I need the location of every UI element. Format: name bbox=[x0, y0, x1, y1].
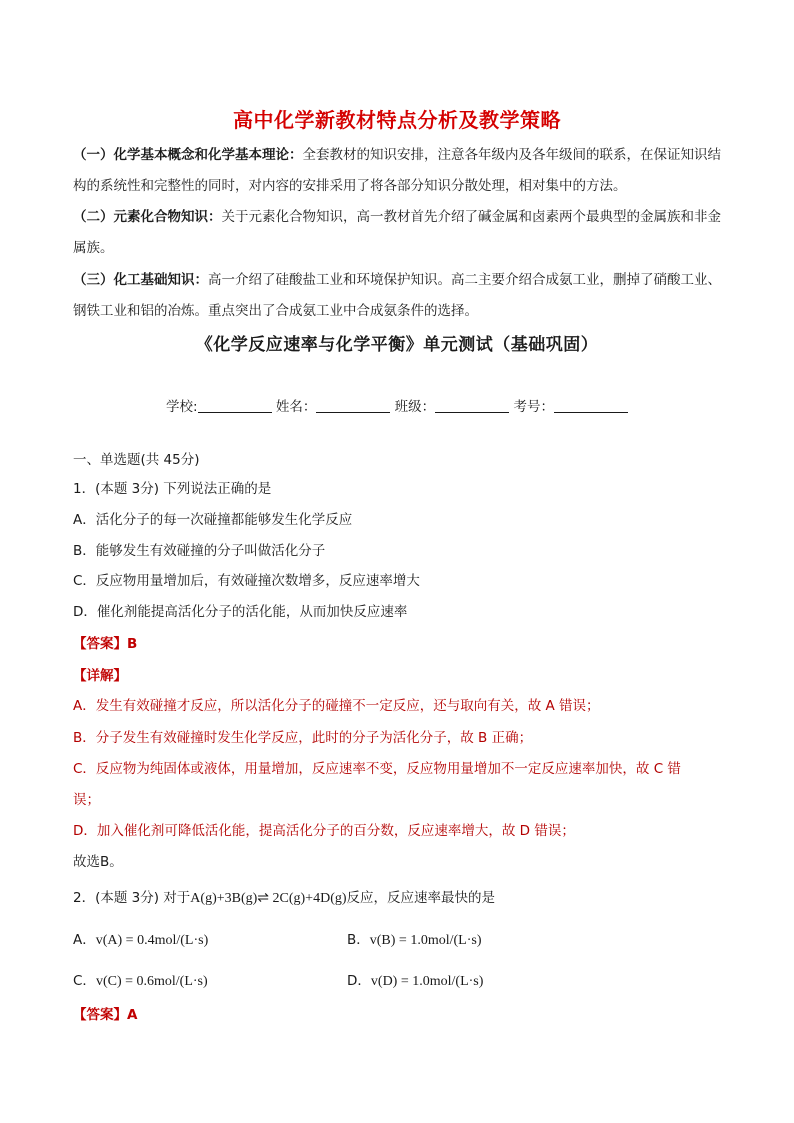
q2-option-c-expr: v(C) = 0.6mol/(L·s) bbox=[95, 974, 208, 989]
page-title: 高中化学新教材特点分析及教学策略 bbox=[233, 108, 561, 132]
intro-label-2: （二）元素化合物知识： bbox=[73, 209, 222, 225]
q2-option-c-letter: C． bbox=[73, 973, 96, 989]
name-label: 姓名： bbox=[275, 399, 317, 415]
q1-stem: 1．(本题 3分) 下列说法正确的是 bbox=[73, 481, 272, 497]
test-title: 《化学反应速率与化学平衡》单元测试（基础巩固） bbox=[195, 335, 599, 355]
q1-detail-d: D．加入催化剂可降低活化能，提高活化分子的百分数，反应速率增大，故 D 错误； bbox=[73, 823, 575, 839]
intro-text-3: 高一介绍了硅酸盐工业和环境保护知识。高二主要介绍合成氨工业，删掉了硝酸工业、钢铁工业和铝的冶炼。重点突出了合成氨工业中合成氨条件的选择。 bbox=[73, 272, 721, 319]
section-heading: 一、单选题(共 45分) bbox=[73, 452, 200, 468]
intro-text-1: 全套教材的知识安排，注意各年级内及各年级间的联系，在保证知识结构的系统性和完整性的同时，对内容的安排采用了将各部分知识分散处理，相对集中的方法。 bbox=[73, 147, 721, 194]
q1-detail-label: 【详解】 bbox=[73, 668, 127, 684]
q2-equation: A(g)+3B(g)⇌ 2C(g)+4D(g) bbox=[190, 891, 347, 906]
q1-option-b: B．能够发生有效碰撞的分子叫做活化分子 bbox=[73, 543, 326, 559]
exam-number-blank[interactable] bbox=[554, 398, 628, 413]
q2-option-d-expr: v(D) = 1.0mol/(L·s) bbox=[370, 974, 484, 989]
school-label: 学校: bbox=[166, 399, 198, 415]
q1-option-a: A．活化分子的每一次碰撞都能够发生化学反应 bbox=[73, 512, 353, 528]
exam-number-label: 考号： bbox=[513, 399, 554, 415]
q1-detail-c: C．反应物为纯固体或液体，用量增加，反应速率不变，反应物用量增加不一定反应速率加快，故 C 错 bbox=[73, 761, 681, 777]
intro-text-2: 关于元素化合物知识，高一教材首先介绍了碱金属和卤素两个最典型的金属族和非金属族。 bbox=[73, 209, 721, 256]
q1-answer: 【答案】B bbox=[73, 636, 138, 652]
intro-label-1: （一）化学基本概念和化学基本理论： bbox=[73, 147, 303, 163]
name-blank[interactable] bbox=[316, 398, 390, 413]
intro-paragraph-3 bbox=[73, 265, 725, 327]
q2-option-d bbox=[347, 969, 483, 990]
q1-option-c: C．反应物用量增加后，有效碰撞次数增多，反应速率增大 bbox=[73, 573, 420, 589]
q2-stem bbox=[73, 886, 495, 907]
intro-label-3: （三）化工基础知识： bbox=[73, 272, 208, 288]
q1-option-d: D．催化剂能提高活化分子的活化能，从而加快反应速率 bbox=[73, 604, 408, 620]
q1-detail-c-cont: 误； bbox=[73, 792, 100, 808]
q2-option-a bbox=[73, 928, 208, 949]
student-info-line bbox=[0, 395, 794, 415]
q2-option-a-expr: v(A) = 0.4mol/(L·s) bbox=[95, 933, 209, 948]
q2-option-c bbox=[73, 969, 208, 990]
q2-answer: 【答案】A bbox=[73, 1007, 138, 1023]
q2-option-b-expr: v(B) = 1.0mol/(L·s) bbox=[369, 933, 482, 948]
q1-detail-b: B．分子发生有效碰撞时发生化学反应，此时的分子为活化分子，故 B 正确； bbox=[73, 730, 533, 746]
class-label: 班级： bbox=[394, 399, 436, 415]
school-blank[interactable] bbox=[198, 398, 272, 413]
q1-conclusion: 故选B。 bbox=[73, 854, 123, 870]
intro-paragraph-1 bbox=[73, 140, 725, 202]
q2-option-d-letter: D． bbox=[347, 973, 371, 989]
q2-stem-prefix: 2．(本题 3分) 对于 bbox=[73, 890, 191, 906]
q2-stem-suffix: 反应，反应速率最快的是 bbox=[346, 890, 496, 906]
class-blank[interactable] bbox=[435, 398, 509, 413]
q2-option-b bbox=[347, 928, 481, 949]
q1-detail-a: A．发生有效碰撞才反应，所以活化分子的碰撞不一定反应，还与取向有关，故 A 错误； bbox=[73, 698, 600, 714]
q2-option-a-letter: A． bbox=[73, 932, 96, 948]
q2-option-b-letter: B． bbox=[347, 932, 370, 948]
intro-paragraph-2 bbox=[73, 202, 725, 264]
